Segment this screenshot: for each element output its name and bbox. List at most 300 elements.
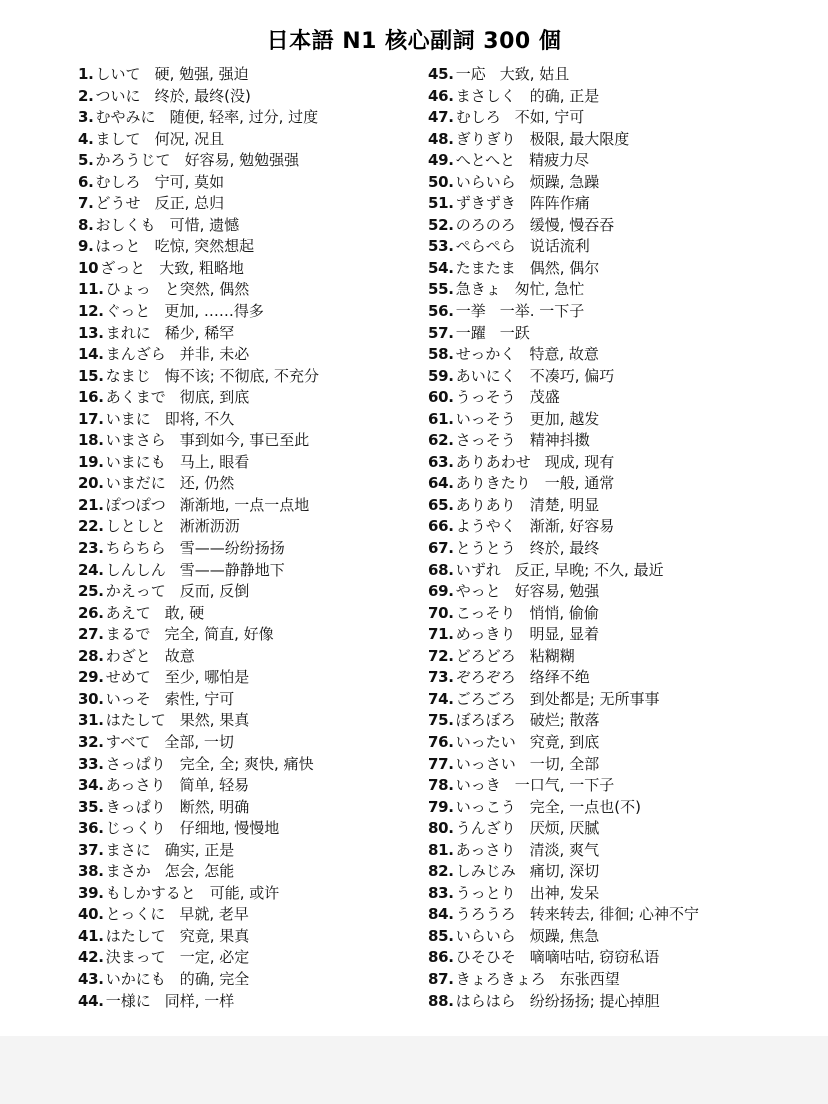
vocab-entry (428, 86, 818, 108)
entry-number: 2. (78, 86, 94, 105)
vocab-entry (78, 86, 418, 108)
entry-term: もしかすると (105, 883, 196, 902)
entry-meaning: 阵阵作痛 (529, 194, 590, 213)
entry-number: 14. (78, 345, 104, 364)
entry-number: 69. (428, 582, 454, 601)
entry-term: まれに (105, 323, 151, 342)
entry-number: 30. (78, 689, 104, 708)
entry-meaning: 说话流利 (529, 237, 590, 256)
entry-term: はたして (105, 711, 166, 730)
entry-number: 71. (428, 625, 454, 644)
vocab-entry (428, 344, 818, 366)
entry-number: 67. (428, 539, 454, 558)
entry-number: 48. (428, 129, 454, 148)
vocab-entry (78, 754, 418, 776)
vocab-entry (78, 172, 418, 194)
entry-number: 10 (78, 258, 99, 277)
entry-meaning: 缓慢, 慢吞吞 (529, 215, 615, 234)
entry-number: 75. (428, 711, 454, 730)
entry-number: 56. (428, 302, 454, 321)
vocab-entry (78, 495, 418, 517)
entry-number: 35. (78, 797, 104, 816)
entry-number: 51. (428, 194, 454, 213)
entry-term: むやみに (95, 108, 156, 127)
entry-meaning: 还, 仍然 (179, 474, 235, 493)
entry-term: うんざり (455, 819, 516, 838)
entry-number: 24. (78, 560, 104, 579)
entry-meaning: 敢, 硬 (164, 603, 205, 622)
vocab-entry (78, 452, 418, 474)
entry-number: 32. (78, 732, 104, 751)
entry-meaning: 的确, 完全 (179, 969, 250, 988)
entry-number: 59. (428, 366, 454, 385)
vocab-entry (428, 215, 818, 237)
vocab-entry (428, 775, 818, 797)
entry-number: 38. (78, 862, 104, 881)
vocab-entry (78, 473, 418, 495)
vocab-entry (78, 646, 418, 668)
vocab-entry (78, 947, 418, 969)
entry-meaning: 随便, 轻率, 过分, 过度 (169, 108, 319, 127)
entry-term: じっくり (105, 819, 166, 838)
entry-term: あっさり (105, 776, 166, 795)
entry-number: 11. (78, 280, 104, 299)
entry-number: 9. (78, 237, 94, 256)
entry-meaning: 厌烦, 厌腻 (529, 819, 600, 838)
vocab-entry (78, 538, 418, 560)
entry-meaning: 不凑巧, 偏巧 (529, 366, 615, 385)
entry-meaning: 一般, 通常 (544, 474, 615, 493)
entry-number: 78. (428, 776, 454, 795)
vocab-entry (78, 818, 418, 840)
entry-number: 19. (78, 452, 104, 471)
vocab-entry (428, 409, 818, 431)
vocab-entry (78, 689, 418, 711)
vocab-entry (78, 193, 418, 215)
entry-meaning: 终於, 最终 (529, 539, 600, 558)
vocab-entry (78, 279, 418, 301)
entry-term: さっぱり (105, 754, 166, 773)
entry-meaning: 雪——静静地下 (179, 560, 285, 579)
entry-term: うっとり (455, 883, 516, 902)
entry-term: いかにも (105, 969, 166, 988)
entry-term: いっこう (455, 797, 516, 816)
entry-term: いまに (105, 409, 151, 428)
vocab-entry (428, 624, 818, 646)
vocab-entry (428, 667, 818, 689)
entry-term: ちらちら (105, 539, 166, 558)
entry-term: ありきたり (455, 474, 531, 493)
entry-term: ぺらぺら (455, 237, 516, 256)
vocab-entry (78, 883, 418, 905)
vocab-entry (428, 904, 818, 926)
vocab-entry (428, 818, 818, 840)
entry-number: 39. (78, 883, 104, 902)
entry-number: 41. (78, 926, 104, 945)
entry-number: 44. (78, 991, 104, 1010)
vocab-entry (428, 947, 818, 969)
entry-number: 55. (428, 280, 454, 299)
entry-meaning: 偶然, 偶尔 (529, 258, 600, 277)
entry-meaning: 同样, 一样 (164, 991, 235, 1010)
entry-term: 一応 (455, 65, 486, 83)
entry-meaning: 确实, 正是 (164, 840, 235, 859)
entry-meaning: 完全, 全; 爽快, 痛快 (179, 754, 314, 773)
vocab-entry (428, 193, 818, 215)
entry-meaning: 烦躁, 焦急 (529, 926, 600, 945)
entry-term: すべて (105, 732, 151, 751)
entry-number: 34. (78, 776, 104, 795)
vocab-entry (78, 409, 418, 431)
entry-number: 31. (78, 711, 104, 730)
entry-term: 一挙 (455, 302, 486, 321)
entry-number: 63. (428, 452, 454, 471)
entry-meaning: 到处都是; 无所事事 (529, 689, 660, 708)
entry-term: いまだに (105, 474, 166, 493)
vocab-entry (428, 538, 818, 560)
entry-term: ざっと (100, 258, 146, 277)
vocab-entry (78, 64, 418, 86)
entry-meaning: 即将, 不久 (164, 409, 235, 428)
vocab-entry (428, 840, 818, 862)
entry-term: いずれ (455, 560, 501, 579)
entry-number: 65. (428, 495, 454, 514)
entry-term: はらはら (455, 991, 516, 1010)
entry-term: しみじみ (455, 862, 516, 881)
entry-number: 3. (78, 108, 94, 127)
entry-term: やっと (455, 582, 501, 601)
entry-term: いっさい (455, 754, 516, 773)
vocab-entry (428, 279, 818, 301)
entry-meaning: 大致, 粗略地 (159, 258, 244, 277)
entry-number: 42. (78, 948, 104, 967)
vocab-entry (78, 215, 418, 237)
entry-meaning: 吃惊, 突然想起 (154, 237, 255, 256)
vocab-entry (78, 969, 418, 991)
entry-number: 61. (428, 409, 454, 428)
entry-term: きっぱり (105, 797, 166, 816)
vocab-entry (428, 581, 818, 603)
entry-meaning: 更加, ……得多 (164, 302, 264, 321)
entry-term: ぽつぽつ (105, 495, 166, 514)
entry-term: 一躍 (455, 323, 486, 342)
entry-term: どうせ (95, 194, 141, 213)
vocab-entry (78, 732, 418, 754)
entry-meaning: 破烂; 散落 (529, 711, 600, 730)
vocab-entry (78, 387, 418, 409)
entry-number: 85. (428, 926, 454, 945)
entry-term: さっそう (455, 431, 516, 450)
entry-number: 58. (428, 345, 454, 364)
vocab-entry (78, 366, 418, 388)
vocab-entry (78, 926, 418, 948)
entry-meaning: 一跃 (499, 323, 530, 342)
vocab-entry (78, 107, 418, 129)
entry-meaning: 好容易, 勉强 (514, 582, 600, 601)
entry-meaning: 马上, 眼看 (179, 452, 250, 471)
entry-meaning: 纷纷扬扬; 提心掉胆 (529, 991, 660, 1010)
entry-term: まさか (105, 862, 151, 881)
vocab-entry (78, 667, 418, 689)
entry-number: 40. (78, 905, 104, 924)
vocab-entry (78, 560, 418, 582)
entry-meaning: 仔细地, 慢慢地 (179, 819, 280, 838)
entry-meaning: 究竟, 到底 (529, 732, 600, 751)
entry-number: 37. (78, 840, 104, 859)
vocab-entry (428, 926, 818, 948)
left-column-list (78, 64, 418, 1012)
entry-number: 72. (428, 646, 454, 665)
entry-term: ごろごろ (455, 689, 516, 708)
entry-meaning: 痛切, 深切 (529, 862, 600, 881)
vocab-entry (428, 603, 818, 625)
page-title: 日本語 N1 核心副詞 300 個 (266, 29, 562, 54)
vocab-entry (428, 430, 818, 452)
entry-number: 4. (78, 129, 94, 148)
entry-number: 33. (78, 754, 104, 773)
entry-meaning: 全部, 一切 (164, 732, 234, 751)
entry-meaning: 茂盛 (529, 388, 560, 407)
entry-meaning: 完全, 简直, 好像 (164, 625, 274, 644)
entry-number: 87. (428, 969, 454, 988)
vocab-entry (78, 624, 418, 646)
entry-meaning: 硬, 勉强, 强迫 (154, 65, 249, 83)
entry-term: ようやく (455, 517, 516, 536)
vocab-entry (78, 150, 418, 172)
entry-meaning: 反而, 反倒 (179, 582, 250, 601)
entry-term: いっそう (455, 409, 516, 428)
entry-meaning: 络绎不绝 (529, 668, 590, 687)
entry-meaning: 匆忙, 急忙 (514, 280, 585, 299)
entry-term: うろうろ (455, 905, 516, 924)
entry-number: 86. (428, 948, 454, 967)
entry-number: 52. (428, 215, 454, 234)
entry-number: 43. (78, 969, 104, 988)
entry-term: こっそり (455, 603, 516, 622)
entry-meaning: 宁可, 莫如 (154, 172, 225, 191)
entry-term: いまさら (105, 431, 166, 450)
entry-meaning: 反正, 总归 (154, 194, 225, 213)
entry-term: いっき (455, 776, 501, 795)
entry-number: 20. (78, 474, 104, 493)
entry-number: 76. (428, 732, 454, 751)
entry-term: へとへと (455, 151, 516, 170)
vocab-entry (78, 323, 418, 345)
entry-term: むしろ (95, 172, 141, 191)
entry-term: はたして (105, 926, 166, 945)
entry-term: ずきずき (455, 194, 516, 213)
entry-term: あえて (105, 603, 151, 622)
entry-term: きょろきょろ (455, 969, 546, 988)
entry-number: 80. (428, 819, 454, 838)
entry-term: 決まって (105, 948, 166, 967)
vocab-entry (428, 129, 818, 151)
entry-number: 1. (78, 65, 94, 83)
entry-number: 27. (78, 625, 104, 644)
entry-term: せっかく (455, 345, 516, 364)
entry-number: 45. (428, 65, 454, 83)
vocab-entry (428, 64, 818, 86)
vocab-entry (428, 646, 818, 668)
entry-number: 26. (78, 603, 104, 622)
entry-term: のろのろ (455, 215, 516, 234)
entry-number: 21. (78, 495, 104, 514)
entry-number: 46. (428, 86, 454, 105)
entry-term: あいにく (455, 366, 516, 385)
entry-number: 53. (428, 237, 454, 256)
vocab-entry (428, 236, 818, 258)
entry-term: しんしん (105, 560, 166, 579)
vocab-entry (78, 344, 418, 366)
entry-number: 60. (428, 388, 454, 407)
entry-meaning: 渐渐, 好容易 (529, 517, 615, 536)
entry-term: どろどろ (455, 646, 516, 665)
entry-meaning: 完全, 一点也(不) (529, 797, 641, 816)
entry-meaning: 大致, 姑且 (499, 65, 570, 83)
entry-number: 29. (78, 668, 104, 687)
vocab-entry (428, 258, 818, 280)
entry-term: いまにも (105, 452, 166, 471)
entry-meaning: 早就, 老早 (179, 905, 249, 924)
entry-meaning: 何况, 况且 (154, 129, 225, 148)
entry-number: 64. (428, 474, 454, 493)
entry-meaning: 精神抖擞 (529, 431, 590, 450)
entry-number: 82. (428, 862, 454, 881)
entry-number: 83. (428, 883, 454, 902)
entry-term: まるで (105, 625, 151, 644)
entry-term: かえって (105, 582, 166, 601)
entry-number: 77. (428, 754, 454, 773)
entry-meaning: 不如, 宁可 (514, 108, 585, 127)
entry-meaning: 至少, 哪怕是 (164, 668, 250, 687)
entry-number: 70. (428, 603, 454, 622)
entry-meaning: 简单, 轻易 (179, 776, 250, 795)
entry-term: ついに (95, 86, 141, 105)
entry-meaning: 渐渐地, 一点一点地 (179, 495, 310, 514)
vocab-entry (428, 387, 818, 409)
entry-meaning: 稀少, 稀罕 (164, 323, 235, 342)
entry-number: 57. (428, 323, 454, 342)
entry-meaning: 一口气, 一下子 (514, 776, 615, 795)
page-bottom-margin (0, 1036, 828, 1104)
entry-meaning: 转来转去, 徘徊; 心神不宁 (529, 905, 700, 924)
entry-term: しとしと (105, 517, 166, 536)
vocab-entry (428, 969, 818, 991)
entry-term: いらいら (455, 926, 516, 945)
entry-meaning: 果然, 果真 (179, 711, 250, 730)
entry-meaning: 可惜, 遗憾 (169, 215, 240, 234)
entry-number: 22. (78, 517, 104, 536)
entry-number: 47. (428, 108, 454, 127)
entry-meaning: 淅淅沥沥 (179, 517, 240, 536)
entry-meaning: 出神, 发呆 (529, 883, 600, 902)
vocab-entry (428, 495, 818, 517)
vocab-entry (428, 883, 818, 905)
entry-meaning: 并非, 未必 (179, 345, 250, 364)
entry-meaning: 的确, 正是 (529, 86, 600, 105)
vocab-entry (78, 258, 418, 280)
entry-number: 7. (78, 194, 94, 213)
entry-term: とっくに (105, 905, 166, 924)
vocab-entry (428, 150, 818, 172)
entry-number: 16. (78, 388, 104, 407)
entry-term: しいて (95, 65, 141, 83)
vocab-entry (78, 301, 418, 323)
entry-meaning: 怎会, 怎能 (164, 862, 235, 881)
entry-term: なまじ (105, 366, 151, 385)
entry-term: 急きょ (455, 280, 501, 299)
entry-term: むしろ (455, 108, 501, 127)
vocab-entry (428, 861, 818, 883)
entry-meaning: 粘糊糊 (529, 646, 575, 665)
vocab-entry (78, 236, 418, 258)
entry-number: 36. (78, 819, 104, 838)
vocab-entry (78, 775, 418, 797)
entry-term: たまたま (455, 258, 516, 277)
vocab-entry (78, 430, 418, 452)
entry-term: おしくも (95, 215, 156, 234)
entry-term: ひょっ (105, 280, 151, 299)
entry-meaning: 清淡, 爽气 (529, 840, 600, 859)
vocab-entry (428, 366, 818, 388)
vocab-entry (78, 129, 418, 151)
entry-term: かろうじて (95, 151, 171, 170)
entry-meaning: 索性, 宁可 (164, 689, 235, 708)
entry-term: とうとう (455, 539, 516, 558)
entry-number: 5. (78, 151, 94, 170)
entry-meaning: 终於, 最终(没) (154, 86, 251, 105)
vocab-entry (78, 904, 418, 926)
entry-number: 28. (78, 646, 104, 665)
vocab-entry (78, 710, 418, 732)
entry-number: 18. (78, 431, 104, 450)
entry-term: ありあわせ (455, 452, 531, 471)
entry-meaning: 现成, 现有 (544, 452, 615, 471)
entry-number: 62. (428, 431, 454, 450)
entry-meaning: 反正, 早晚; 不久, 最近 (514, 560, 664, 579)
entry-meaning: 悔不该; 不彻底, 不充分 (164, 366, 320, 385)
entry-meaning: 嘀嘀咕咕, 窃窃私语 (529, 948, 660, 967)
entry-term: わざと (105, 646, 151, 665)
entry-meaning: 东张西望 (559, 969, 620, 988)
entry-number: 23. (78, 539, 104, 558)
vocab-entry (78, 797, 418, 819)
entry-term: めっきり (455, 625, 516, 644)
entry-number: 8. (78, 215, 94, 234)
entry-meaning: 好容易, 勉勉强强 (184, 151, 300, 170)
vocab-entry (428, 301, 818, 323)
entry-number: 25. (78, 582, 104, 601)
entry-meaning: 可能, 或许 (209, 883, 280, 902)
entry-term: いったい (455, 732, 516, 751)
entry-meaning: 悄悄, 偷偷 (529, 603, 599, 622)
entry-meaning: 明显, 显着 (529, 625, 600, 644)
entry-number: 6. (78, 172, 94, 191)
entry-term: ありあり (455, 495, 516, 514)
entry-number: 13. (78, 323, 104, 342)
entry-term: ぞろぞろ (455, 668, 516, 687)
entry-meaning: 故意 (164, 646, 195, 665)
entry-term: あくまで (105, 388, 166, 407)
entry-meaning: 精疲力尽 (529, 151, 590, 170)
entry-meaning: と突然, 偶然 (164, 280, 250, 299)
vocab-entry (78, 603, 418, 625)
entry-term: まして (95, 129, 141, 148)
entry-term: ぎりぎり (455, 129, 516, 148)
entry-meaning: 彻底, 到底 (179, 388, 250, 407)
entry-number: 74. (428, 689, 454, 708)
entry-number: 15. (78, 366, 104, 385)
